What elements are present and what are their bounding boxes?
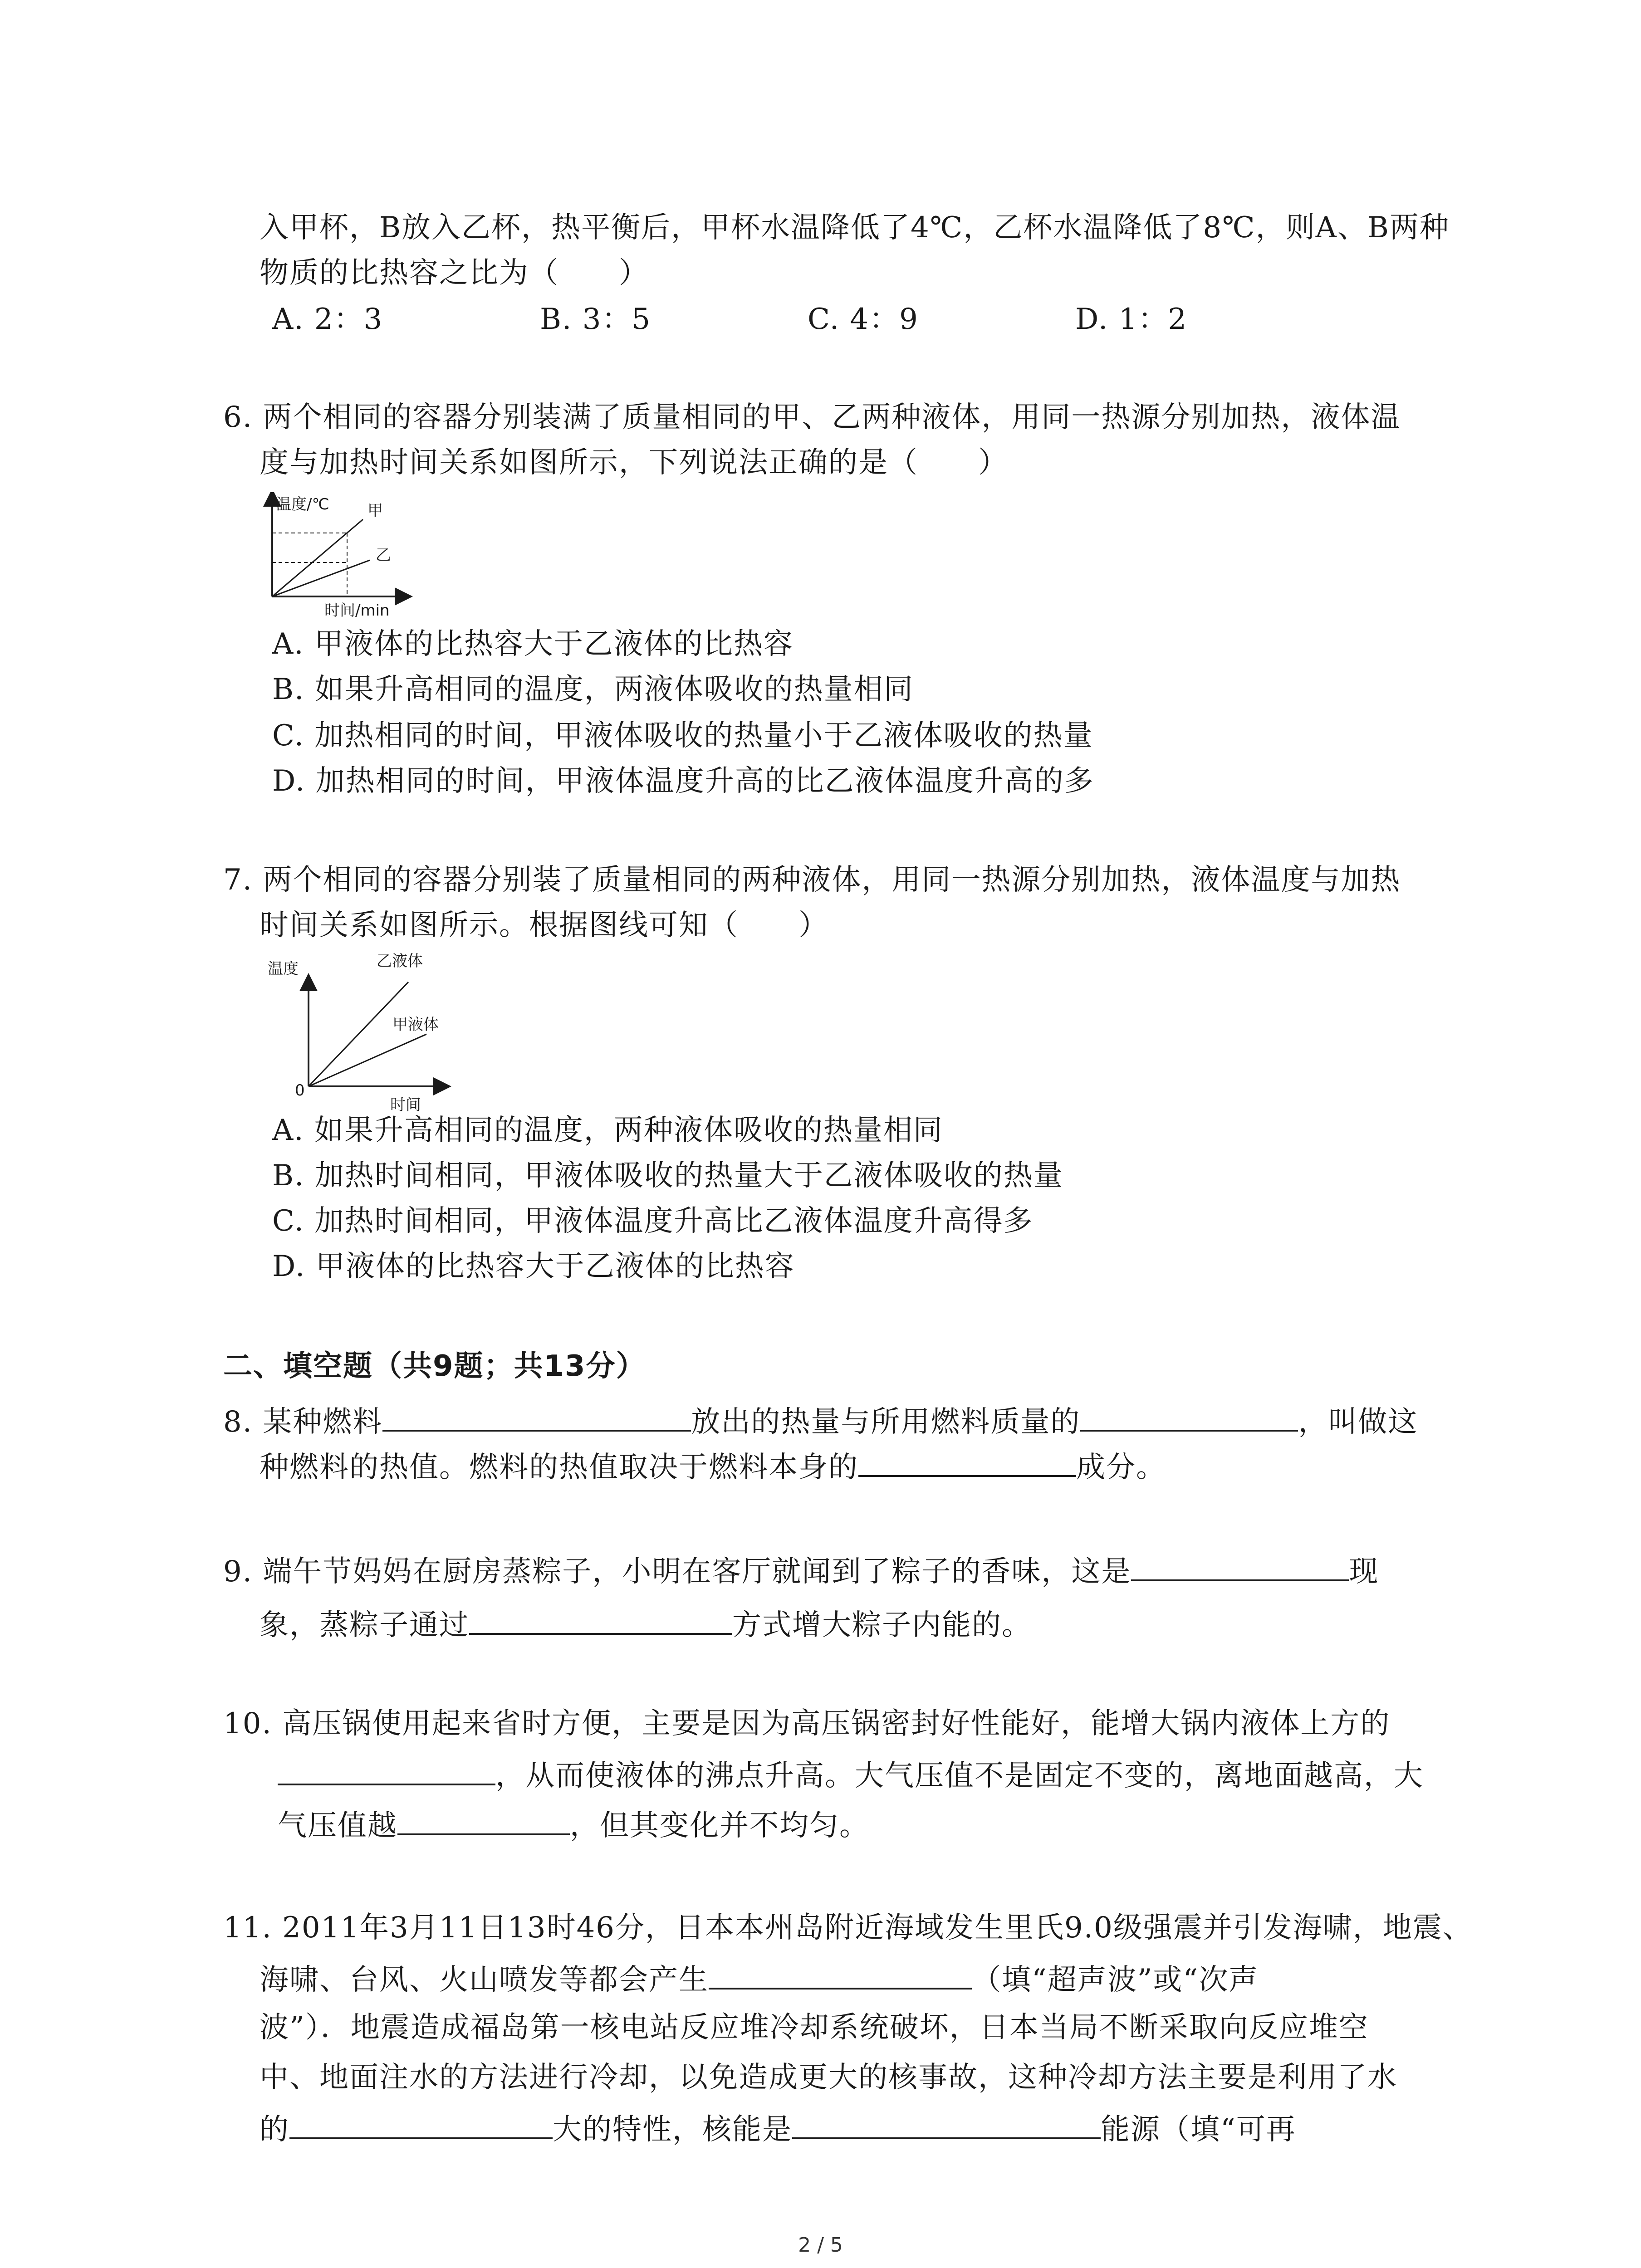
q6-option-b: B. 如果升高相同的温度，两液体吸收的热量相同	[272, 673, 914, 706]
page-number: 2 / 5	[798, 2234, 843, 2257]
q6-line-jia	[272, 519, 363, 596]
q7-line-2: 时间关系如图所示。根据图线可知（ ）	[260, 909, 828, 942]
q11-line-5	[260, 2109, 1296, 2148]
q7-option-b: B. 加热时间相同，甲液体吸收的热量大于乙液体吸收的热量	[272, 1159, 1063, 1193]
q10-line-2	[278, 1755, 1424, 1794]
q9-text-1b: 现	[1349, 1555, 1379, 1589]
q8-blank-3[interactable]	[858, 1447, 1076, 1477]
section-2-heading: 二、填空题（共9题；共13分）	[223, 1349, 646, 1383]
q11-text-5a: 的	[260, 2113, 289, 2146]
q7-line-1: 7. 两个相同的容器分别装了质量相同的两种液体，用同一热源分别加热，液体温度与加热	[223, 863, 1401, 897]
q9-line-1	[223, 1551, 1379, 1590]
q7-option-c: C. 加热时间相同，甲液体温度升高比乙液体温度升高得多	[272, 1204, 1034, 1238]
q7-label-yi: 乙液体	[377, 952, 423, 970]
q9-text-2a: 象，蒸粽子通过	[260, 1608, 469, 1642]
q6-temperature-time-graph	[254, 492, 417, 619]
q11-text-2a: 海啸、台风、火山喷发等都会产生	[260, 1963, 709, 1997]
q11-text-5b: 大的特性，核能是	[553, 2113, 792, 2146]
q10-blank-1[interactable]	[278, 1755, 495, 1785]
q5-line-1: 入甲杯，B放入乙杯，热平衡后，甲杯水温降低了4℃，乙杯水温降低了8℃，则A、B两种	[260, 211, 1450, 244]
q5-option-b: B. 3：5	[540, 303, 652, 336]
q11-text-5c: 能源（填“可再	[1101, 2113, 1296, 2146]
q8-line-1	[223, 1402, 1418, 1440]
q5-option-a: A. 2：3	[272, 303, 383, 336]
q6-label-jia: 甲	[367, 502, 383, 520]
q6-option-c: C. 加热相同的时间，甲液体吸收的热量小于乙液体吸收的热量	[272, 719, 1093, 753]
q6-option-d: D. 加热相同的时间，甲液体温度升高的比乙液体温度升高的多	[272, 764, 1094, 798]
q10-line-1: 10. 高压锅使用起来省时方便，主要是因为高压锅密封好性能好，能增大锅内液体上方的	[223, 1707, 1391, 1740]
q7-temperature-time-graph	[263, 950, 454, 1114]
q7-origin-label: 0	[295, 1081, 305, 1100]
q7-option-d: D. 甲液体的比热容大于乙液体的比热容	[272, 1250, 795, 1283]
q11-blank-3[interactable]	[792, 2109, 1101, 2139]
q5-line-2: 物质的比热容之比为（ ）	[260, 256, 649, 290]
q7-y-label: 温度	[268, 960, 299, 978]
q8-blank-2[interactable]	[1080, 1402, 1298, 1432]
q6-x-label: 时间/min	[324, 601, 390, 619]
q9-blank-2[interactable]	[469, 1605, 732, 1635]
q9-line-2	[260, 1605, 1032, 1643]
q6-line-2: 度与加热时间关系如图所示，下列说法正确的是（ ）	[260, 446, 1008, 479]
q10-text-2b: ，从而使液体的沸点升高。大气压值不是固定不变的，离地面越高，大	[495, 1759, 1424, 1793]
q6-y-label: 温度/℃	[276, 495, 329, 513]
q7-label-jia: 甲液体	[392, 1016, 439, 1034]
q8-text-1c: ，叫做这	[1298, 1405, 1418, 1439]
q7-line-yi	[309, 982, 408, 1086]
q10-text-3b: ，但其变化并不均匀。	[570, 1809, 869, 1843]
q9-text-2b: 方式增大粽子内能的。	[732, 1608, 1032, 1642]
q6-option-a: A. 甲液体的比热容大于乙液体的比热容	[272, 627, 794, 661]
q11-line-1: 11. 2011年3月11日13时46分，日本本州岛附近海域发生里氏9.0级强震并引发海啸，地震、	[223, 1911, 1473, 1945]
q8-text-1b: 放出的热量与所用燃料质量的	[691, 1405, 1081, 1439]
q6-line-yi	[272, 560, 370, 596]
q8-blank-1[interactable]	[382, 1402, 691, 1432]
q10-text-3a: 气压值越	[278, 1809, 397, 1843]
q8-text-2b: 成分。	[1076, 1451, 1166, 1484]
q10-line-3	[278, 1805, 869, 1844]
q7-x-label: 时间	[390, 1096, 421, 1114]
q10-blank-2[interactable]	[397, 1805, 570, 1835]
q11-line-2	[260, 1960, 1259, 1998]
q5-option-c: C. 4：9	[808, 303, 919, 336]
q5-option-d: D. 1：2	[1075, 303, 1188, 336]
q11-text-2b: （填“超声波”或“次声	[972, 1963, 1259, 1997]
q8-line-2	[260, 1447, 1166, 1486]
q6-label-yi: 乙	[376, 546, 391, 564]
q7-option-a: A. 如果升高相同的温度，两种液体吸收的热量相同	[272, 1114, 943, 1147]
q7-line-jia	[309, 1034, 426, 1086]
q9-text-1a: 9. 端午节妈妈在厨房蒸粽子，小明在客厅就闻到了粽子的香味，这是	[223, 1555, 1132, 1589]
q6-line-1: 6. 两个相同的容器分别装满了质量相同的甲、乙两种液体，用同一热源分别加热，液体温	[223, 401, 1401, 434]
q9-blank-1[interactable]	[1131, 1551, 1349, 1581]
q11-line-3: 波”）．地震造成福岛第一核电站反应堆冷却系统破坏，日本当局不断采取向反应堆空	[260, 2011, 1369, 2044]
q11-blank-1[interactable]	[709, 1960, 972, 1989]
q8-text-2a: 种燃料的热值。燃料的热值取决于燃料本身的	[260, 1451, 858, 1484]
q8-text-1a: 8. 某种燃料	[223, 1405, 383, 1439]
q11-line-4: 中、地面注水的方法进行冷却，以免造成更大的核事故，这种冷却方法主要是利用了水	[260, 2061, 1397, 2094]
q11-blank-2[interactable]	[289, 2109, 553, 2139]
